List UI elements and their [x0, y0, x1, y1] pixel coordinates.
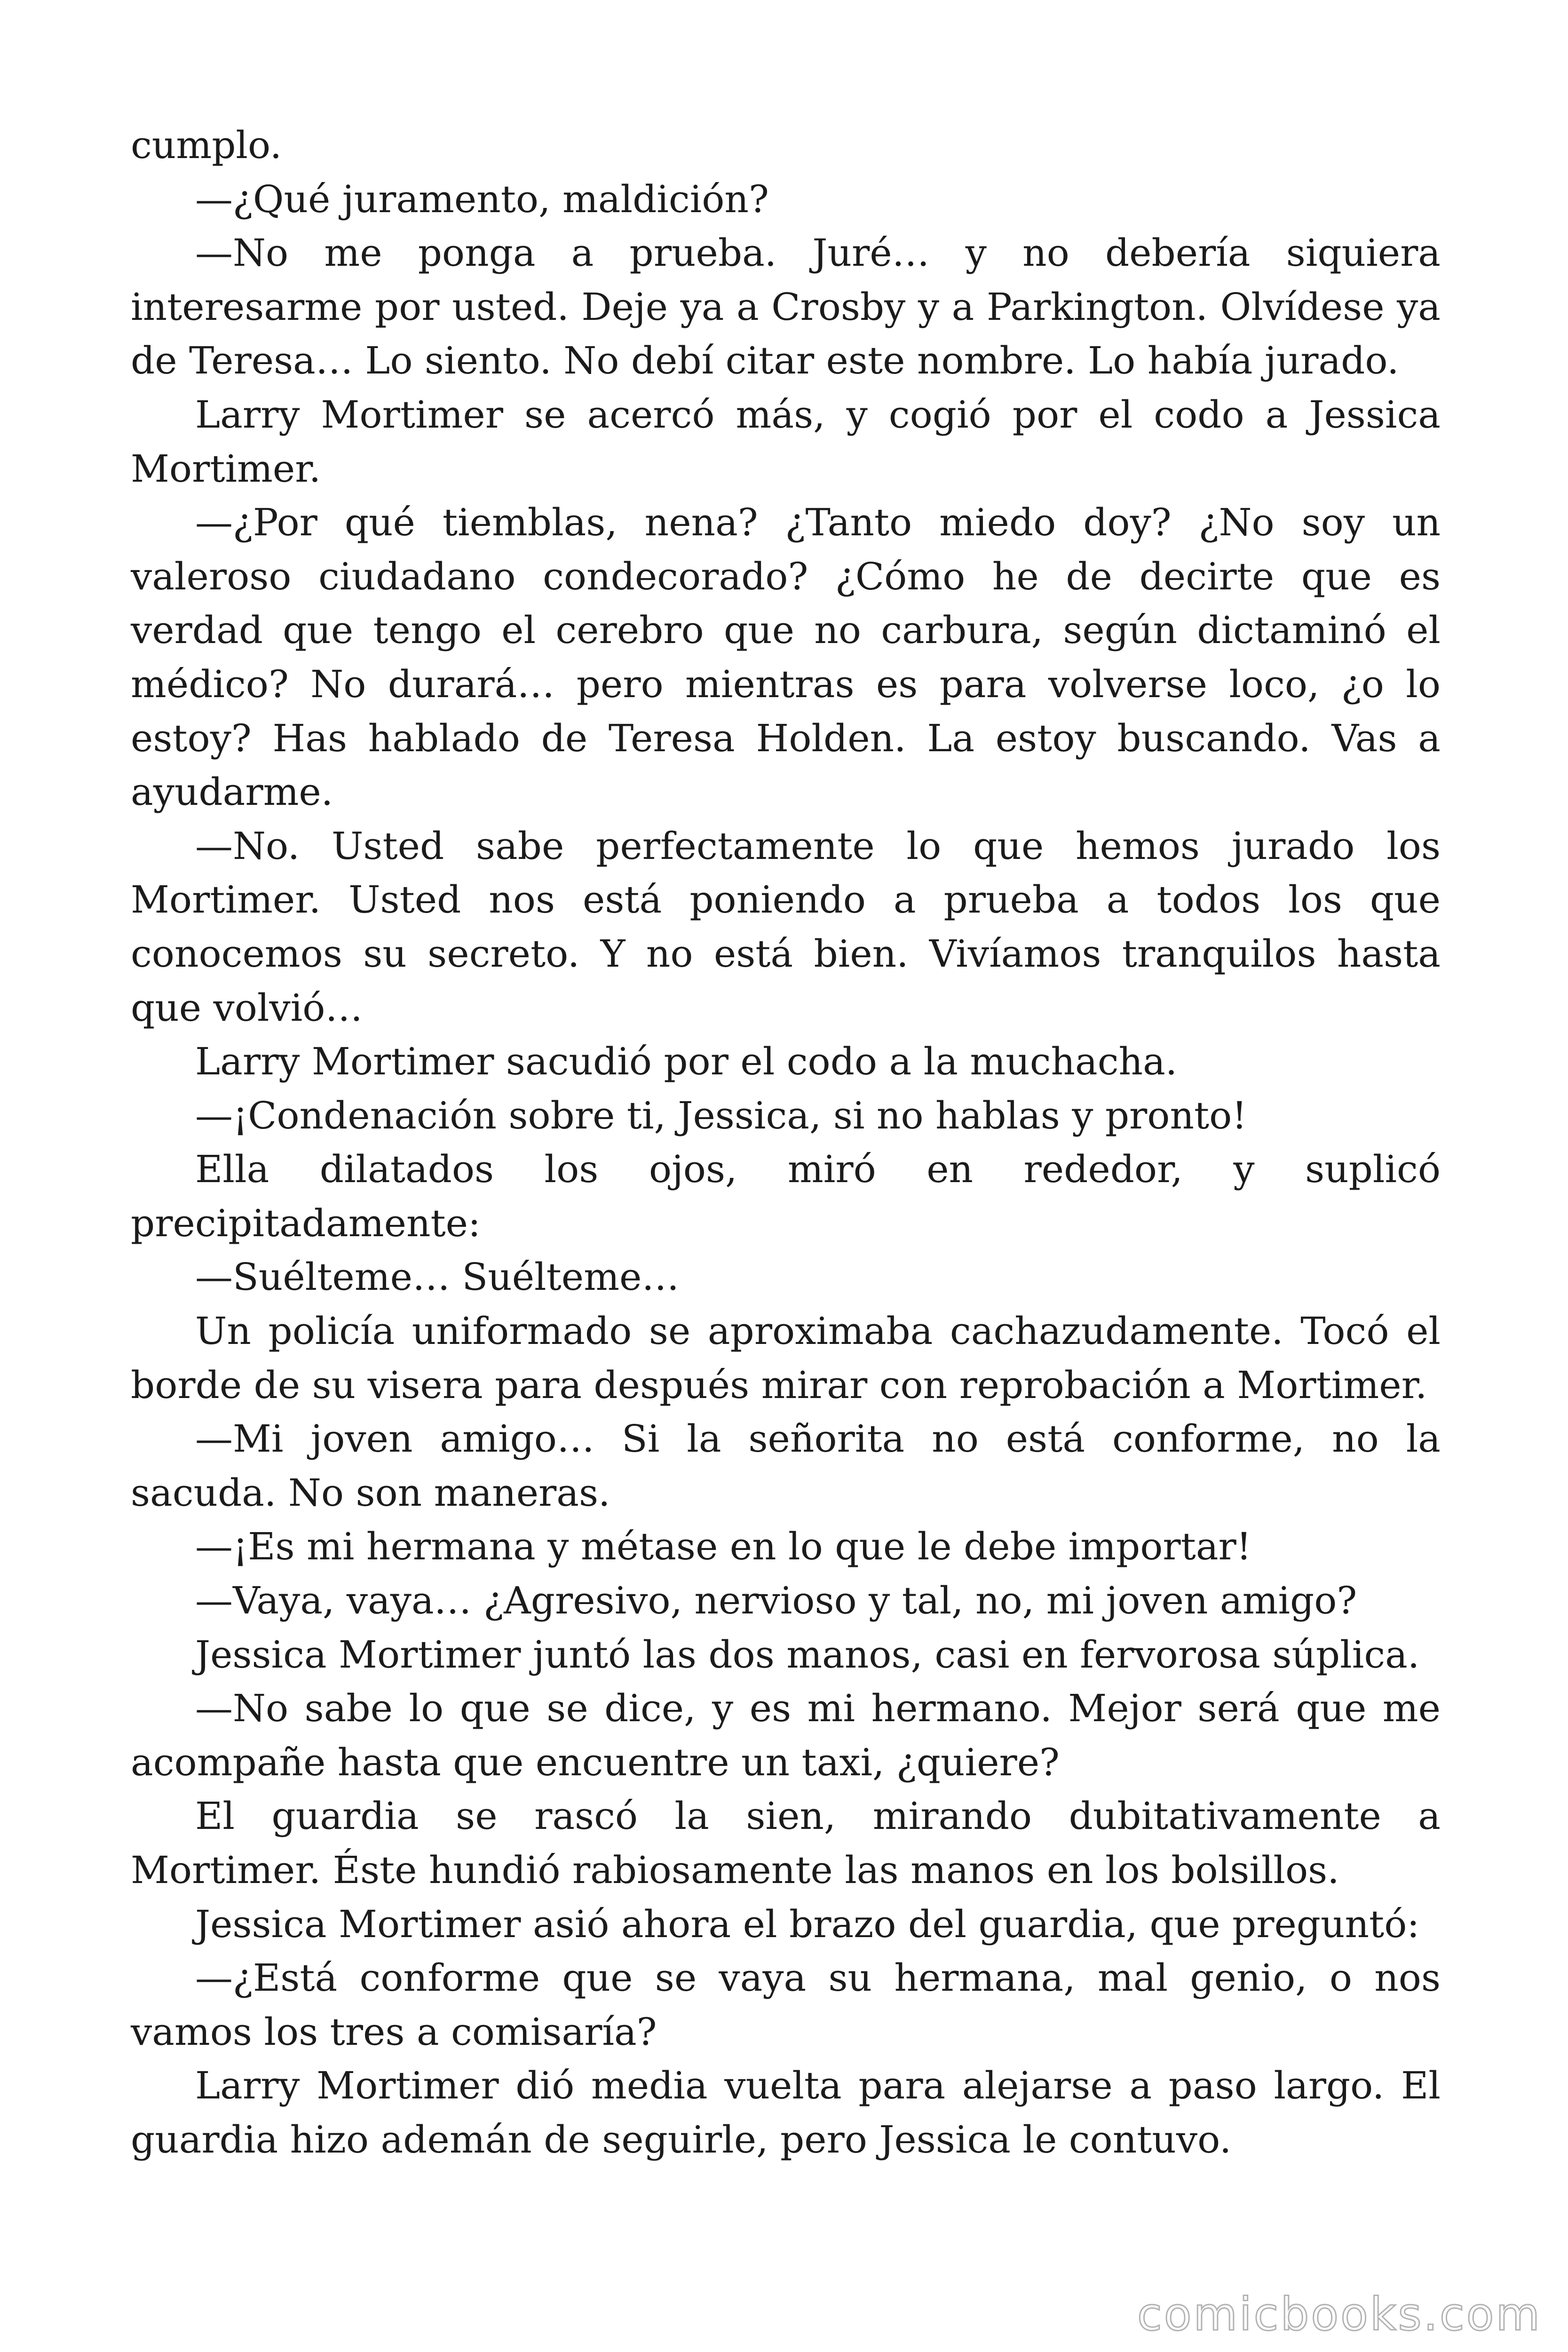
- paragraph: cumplo.: [131, 123, 282, 167]
- paragraph: Larry Mortimer sacudió por el codo a la muchacha.: [195, 1040, 1178, 1084]
- paragraph: —No. Usted sabe perfectamente lo que hemos jurado los Mortimer. Usted nos está poniendo a prueba a todos los que conocemos su secreto. Y no está bien. Vivíamos tranquilos hasta que volvió…: [131, 824, 1441, 1030]
- paragraph: —¡Condenación sobre ti, Jessica, si no hablas y pronto!: [195, 1093, 1247, 1137]
- paragraph: Jessica Mortimer juntó las dos manos, casi en fervorosa súplica.: [195, 1632, 1420, 1677]
- paragraph: Un policía uniformado se aproximaba cachazudamente. Tocó el borde de su visera para después mirar con reprobación a Mortimer.: [131, 1309, 1441, 1407]
- paragraph: Larry Mortimer dió media vuelta para alejarse a paso largo. El guardia hizo ademán de seguirle, pero Jessica le contuvo.: [131, 2064, 1441, 2161]
- paragraph: —Vaya, vaya… ¿Agresivo, nervioso y tal, no, mi joven amigo?: [195, 1579, 1357, 1623]
- paragraph: —¡Es mi hermana y métase en lo que le debe importar!: [195, 1525, 1251, 1569]
- paragraph: —No sabe lo que se dice, y es mi hermano. Mejor será que me acompañe hasta que encuentre un taxi, ¿quiere?: [131, 1686, 1441, 1784]
- paragraph: —No me ponga a prueba. Juré… y no debería siquiera interesarme por usted. Deje ya a Crosby y a Parkington. Olvídese ya de Teresa… Lo siento. No debí citar este nombre. Lo había jurado.: [131, 231, 1441, 383]
- paragraph: El guardia se rascó la sien, mirando dubitativamente a Mortimer. Éste hundió rabiosamente las manos en los bolsillos.: [131, 1794, 1441, 1892]
- paragraph: Ella dilatados los ojos, miró en rededor, y suplicó precipitadamente:: [131, 1147, 1441, 1245]
- paragraph: —Mi joven amigo… Si la señorita no está conforme, no la sacuda. No son maneras.: [131, 1417, 1441, 1515]
- watermark: comicbooks.com: [1137, 2288, 1542, 2341]
- paragraph: Jessica Mortimer asió ahora el brazo del guardia, que preguntó:: [195, 1902, 1420, 1946]
- paragraph: —¿Está conforme que se vaya su hermana, mal genio, o nos vamos los tres a comisaría?: [131, 1956, 1441, 2054]
- paragraph: Larry Mortimer se acercó más, y cogió por el codo a Jessica Mortimer.: [131, 392, 1441, 491]
- paragraph: —¿Qué juramento, maldición?: [195, 177, 769, 221]
- body-text: [131, 119, 1441, 2167]
- paragraph: —¿Por qué tiemblas, nena? ¿Tanto miedo doy? ¿No soy un valeroso ciudadano condecorado? ¿Cómo he de decirte que es verdad que tengo el cerebro que no carbura, según dictaminó el médico? No durará… pero mientras es para volverse loco, ¿o lo estoy? Has hablado de Teresa Holden. La estoy buscando. Vas a ayudarme.: [131, 501, 1441, 814]
- paragraph: —Suélteme… Suélteme…: [195, 1255, 680, 1299]
